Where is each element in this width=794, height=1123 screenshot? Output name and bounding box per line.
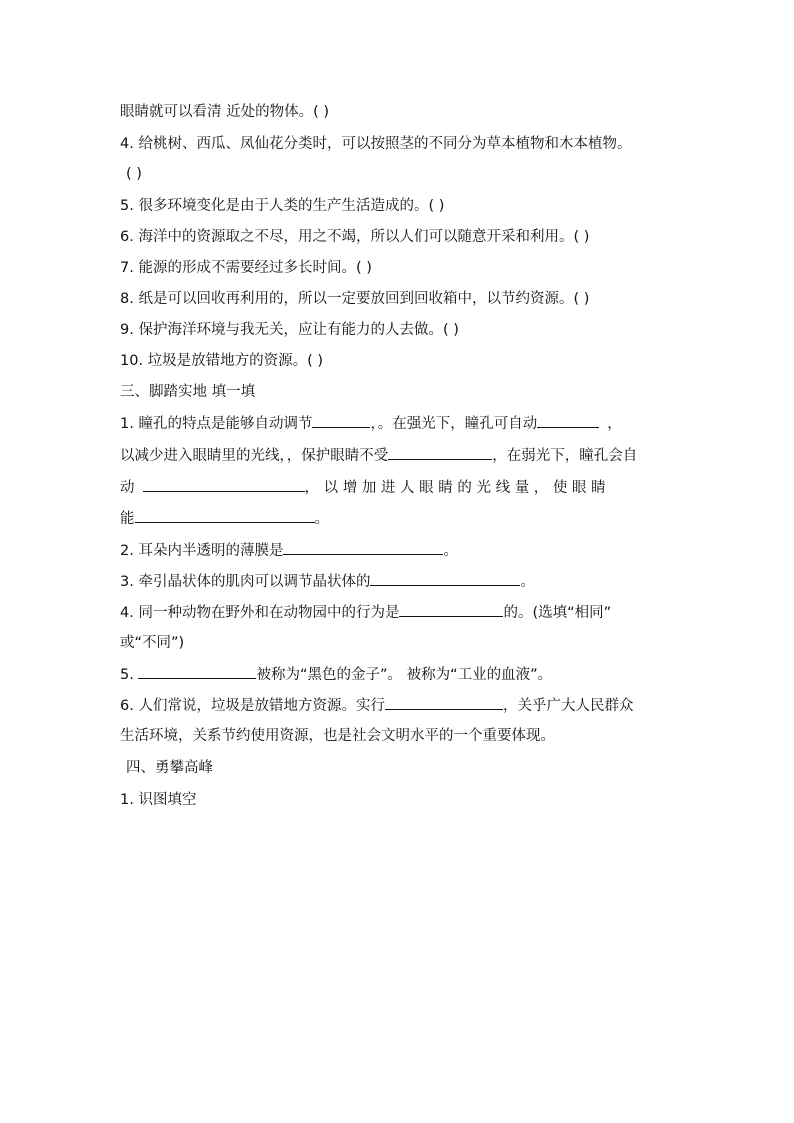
fill-item-6-continuation [120,726,555,746]
item-text: 能 [120,511,135,527]
item-text: 5. [120,667,139,683]
item-text: 的。(选填“相同” [503,605,612,621]
item-text: 或“不同”) [120,635,185,651]
item-text: ， [607,416,622,432]
answer-blank[interactable] [138,664,256,679]
item-text: 4. 给桃树、西瓜、凤仙花分类时，可以按照茎的不同分为草本植物和木本植物。 [120,136,632,152]
true-false-item-9 [120,320,459,340]
answer-blank[interactable] [283,540,443,555]
true-false-item-5 [120,196,444,216]
fill-item-2 [120,540,458,561]
answer-blank[interactable] [135,508,315,523]
item-text: 。 [443,543,458,559]
fill-item-4 [120,602,611,623]
section-four-heading [126,758,213,778]
true-false-item-10 [120,351,323,371]
section-title: 四、勇攀高峰 [126,760,213,776]
item-text: 9. 保护海洋环境与我无关，应让有能力的人去做。( ) [120,322,459,338]
item-text: 以减少进入眼睛里的光线，，保护眼睛不受 [120,448,389,464]
answer-blank[interactable] [385,695,503,710]
true-false-item-6 [120,227,589,247]
item-text: 1. 瞳孔的特点是能够自动调节 [120,416,313,432]
fill-item-4-continuation [120,633,184,653]
fill-item-1-line-2 [120,445,637,466]
section-three-heading [120,382,255,402]
true-false-item-4 [120,134,631,154]
item-text: ，在弱光下，瞳孔会自 [492,448,638,464]
item-text: 7. 能源的形成不需要经过多长时间。( ) [120,260,372,276]
answer-blank[interactable] [312,413,370,428]
item-text: ，关乎广大人民群众 [502,698,634,714]
item-text: 2. 耳朵内半透明的薄膜是 [120,543,284,559]
answer-blank[interactable] [143,477,305,492]
fill-item-1-line-4 [120,508,329,529]
true-false-item-8 [120,289,589,309]
fill-item-5 [120,664,552,685]
item-text: 眼睛就可以看清 近处的物体。( ) [120,104,330,120]
item-text: 5. 很多环境变化是由于人类的生产生活造成的。( ) [120,198,445,214]
item-text: 动 [120,480,135,496]
item-text: 8. 纸是可以回收再利用的，所以一定要放回到回收箱中，以节约资源。( ) [120,291,590,307]
answer-bracket: ( ) [126,166,142,182]
item-text: 。 [520,574,535,590]
item-text: ， 以 增 加 进 人 眼 睛 的 光 线 量 ， 使 眼 睛 [304,480,606,496]
true-false-item-3-continuation [120,102,329,122]
true-false-item-4-bracket [126,164,142,184]
section-title: 三、脚踏实地 填一填 [120,384,256,400]
item-text: 1. 识图填空 [120,792,197,808]
item-text: 4. 同一种动物在野外和在动物园中的行为是 [120,605,400,621]
fill-item-1-line-3 [120,477,606,498]
item-text: 。 [314,511,329,527]
item-text: 被称为“黑色的金子”。 被称为“工业的血液”。 [256,667,553,683]
item-text: ，。在强光下，瞳孔可自动 [370,416,538,432]
answer-blank[interactable] [370,571,520,586]
fill-item-1-line-1 [120,413,622,434]
fill-item-3 [120,571,535,592]
answer-blank[interactable] [388,445,492,460]
item-text: 生活环境，关系节约使用资源，也是社会文明水平的一个重要体现。 [120,728,555,744]
item-text: 3. 牵引晶状体的肌肉可以调节晶状体的 [120,574,371,590]
true-false-item-7 [120,258,372,278]
item-text: 10. 垃圾是放错地方的资源。( ) [120,353,324,369]
fill-item-6 [120,695,633,716]
answer-blank[interactable] [399,602,503,617]
diagram-question-1 [120,790,196,810]
item-text: 6. 海洋中的资源取之不尽，用之不竭，所以人们可以随意开采和利用。( ) [120,229,590,245]
answer-blank[interactable] [537,413,599,428]
item-text: 6. 人们常说，垃圾是放错地方资源。实行 [120,698,385,714]
